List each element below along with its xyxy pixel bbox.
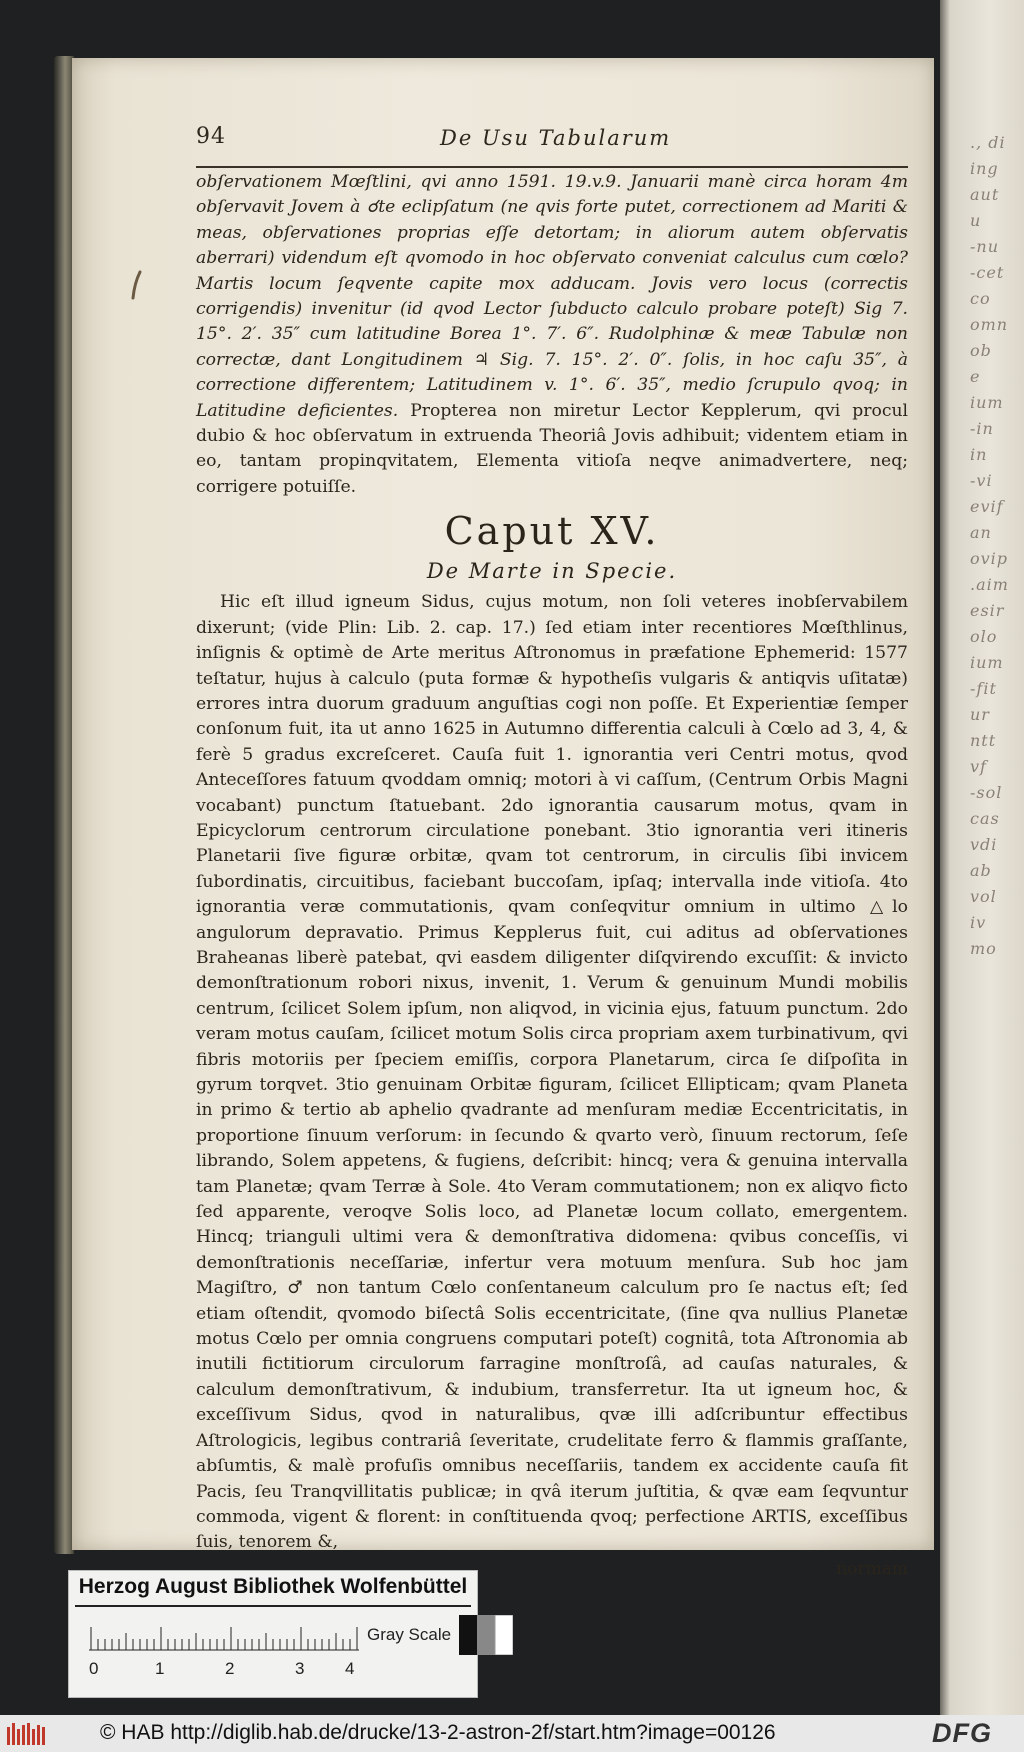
- ruler-number: 1: [155, 1659, 165, 1678]
- library-label: [68, 1570, 478, 1698]
- dfg-logo: DFG: [932, 1718, 992, 1748]
- ruler-number: 2: [225, 1659, 235, 1678]
- page-body: [196, 170, 908, 1582]
- ruler-number: 4: [345, 1659, 355, 1678]
- header-rule: [196, 166, 908, 168]
- gray-scale-label: Gray Scale: [367, 1625, 452, 1644]
- chapter-title: Caput XV.: [444, 509, 660, 554]
- ruler-numbers: [89, 1659, 379, 1683]
- ruler-scale-icon: [89, 1617, 359, 1651]
- gray-scale-swatches: [459, 1615, 513, 1655]
- ruler-number: 0: [89, 1659, 99, 1678]
- library-name: Herzog August Bibliothek Wolfenbüttel: [78, 1575, 468, 1598]
- hab-barcode-logo-icon: [6, 1721, 46, 1747]
- ruler-number: 3: [295, 1659, 305, 1678]
- chapter-paragraph: Hic eſt illud igneum Sidus, cujus motum, non ſoli veteres inobſervabilem dixerunt; (vide Plin: Lib. 2. cap. 17.) ſed etiam inter recentiores Mœſthlinus, inſignis & optimè de Arte meritus Aſtronomus in præfatione Ephemerid: 1577 teſtatur, hujus à calculo (puta formæ & hypotheſis vulgaris & antiqvis uſitatæ) errores intra duorum graduum anguſtias cogi non poſſe. Et Experientiæ ſemper conſonum fuit, ita ut anno 1625 in Autumno differentia calculi à Cœlo ad 3, 4, & ferè 5 gradus excreſceret. Cauſa fuit 1. ignorantia veri Centri motus, qvod Anteceſſores fatuum qvoddam omniq; motori à vi caſſum, (Centrum Orbis Magni vocabant) punctum ſtatuebant. 2do ignorantia causarum motus, qvam in Epicyclorum centrorum circulatione ponebant. 3tio ignorantia veri itineris Planetarii ſive figuræ orbitæ, qvam tot centrorum, in circulis ſibi invicem ſubordinatis, circuitibus, faciebant buccoſam, ipſaq; intervalla inde vitioſa. 4to ignorantia veræ commutationis, qvam conſeqvitur omnium in ultimo △lo angulorum depravatio. Primus Kepplerus fuit, cui aditus ad obſervationes Braheanas liberè patebat, qvi easdem diligenter diſqvirendo excuſſit: & invicto demonſtrationum robori nixus, invenit, 1. Verum & genuinum Mundi mobilis centrum, ſcilicet Solem ipſum, non aliqvod, in vicinia ejus, fatuum punctum. 2do veram motus cauſam, ſcilicet motum Solis circa propriam axem turbinativum, qvi fibris motoriis per ſpeciem emiſſis, corpora Planetarum, circa ſe diſpoſita in gyrum torqvet. 3tio genuinam Orbitæ figuram, ſcilicet Ellipticam; qvam Planeta in primo & tertio ab aphelio qvadrante ad menſuram mediæ Eccentricitatis, in proportione ſinuum verſorum: in ſecundo & qvarto verò, ſinuum rectorum, ſeſe librando, Solem appetens, & fugiens, deſcribit: hincq; vera & genuina intervalla tam Planetæ; qvam Terræ à Sole. 4to Veram commutationem; non ex aliqvo ficto ſed apparente, veroqve Solis loco, ad Planetæ locum collato, emergentem. Hincq; trianguli ultimi vera & demonſtrativa didomena: qvibus conceſſis, vi demonſtrationis neceſſariæ, infertur vera motuum menſura. Sub hoc jam Magiſtro, ♂ non tantum Cœlo conſentaneum calculum pro ſe nactus eſt; ſed etiam oſtendit, qvomodo biſectâ Solis eccentricitate, (ſine qva nullius Planetæ motus Cœlo per omnia congruens computari poteſt) cognitâ, tota Aſtronomia ab inutili fictitiorum circulorum farragine monſtroſâ, ad cauſas naturales, & calculum demonſtrativum, & indubium, transferretur. Ita ut igneum hoc, & exceſſivum Sidus, qvod in naturalibus, qvæ illi adſcribuntur effectibus Aſtrologicis, legibus contrariâ ſeveritate, crudelitate ferro & flammis graſſante, abſumtis, & malè profuſis omnibus neceſſariis, tandem ex accidente cauſa fit Pacis, ſeu Tranqvillitatis publicæ; in qvâ iterum juſtitia, & qvæ eam ſeqvuntur commoda, vigent & florent: in conſtituenda qvoq; perfectione ARTIS, exceſſibus ſuis, tenorem &,: [196, 592, 908, 1553]
- running-head: De Usu Tabularum: [440, 126, 672, 150]
- label-rule: [75, 1605, 471, 1607]
- facing-page-bleed-text: ., di ing aut u -nu -cet co omn ob e ium -in in -vi evif an ovip .aim esir olo ium -fit ur ntt vf -sol cas vdi ab vol iv mo: [970, 133, 1009, 958]
- page-number: 94: [196, 124, 226, 149]
- chapter-subtitle: De Marte in Specie.: [426, 559, 678, 584]
- ink-mark-icon: [130, 270, 144, 300]
- footer-bar: [0, 1715, 1024, 1752]
- continued-roman-text: Propterea non miretur Lector Kepplerum, qvi procul dubio & hoc obſervatum in extruenda Theoriâ Jovis adhibuit; videntem etiam in eo, tantam propinqvitatem, Elementa vitioſa neqve animadvertere, neq; corrigere potuiſſe.: [196, 400, 909, 497]
- continued-italic-text: obſervationem Mœſtlini, qvi anno 1591. 19.v.9. Januarii manè circa horam 4m obſervavit Jovem à ☌te eclipſatum (ne qvis forte putet, correctionem ad Mariti & meas, obſervationes proprias eſſe detortam; in aliorum autem obſervatis aberrari) videndum eſt qvomodo in hoc obſervato conveniat calculus cum cœlo? Martis locum ſeqvente capite mox adducam. Jovis vero locus (correctis corrigendis) invenitur (id qvod Lector ſubducto calculo probare poteſt) Sig 7. 15°. 2′. 35″ cum latitudine Borea 1°. 7′. 6″. Rudolphinæ & meæ Tabulæ non correctæ, dant Longitudinem ♃ Sig. 7. 15°. 2′. 0″. ſolis, in hoc caſu 35″, à correctione differentem; Latitudinem v. 1°. 6′. 35″, medio ſcrupulo qvoq; in Latitudine deficientes.: [196, 172, 908, 421]
- book-spine-edge: [54, 56, 74, 1554]
- footer-citation-link[interactable]: © HAB http://diglib.hab.de/drucke/13-2-astron-2f/start.htm?image=00126: [100, 1721, 776, 1744]
- continued-paragraph: [196, 170, 908, 500]
- catch-word: normam: [836, 1558, 908, 1579]
